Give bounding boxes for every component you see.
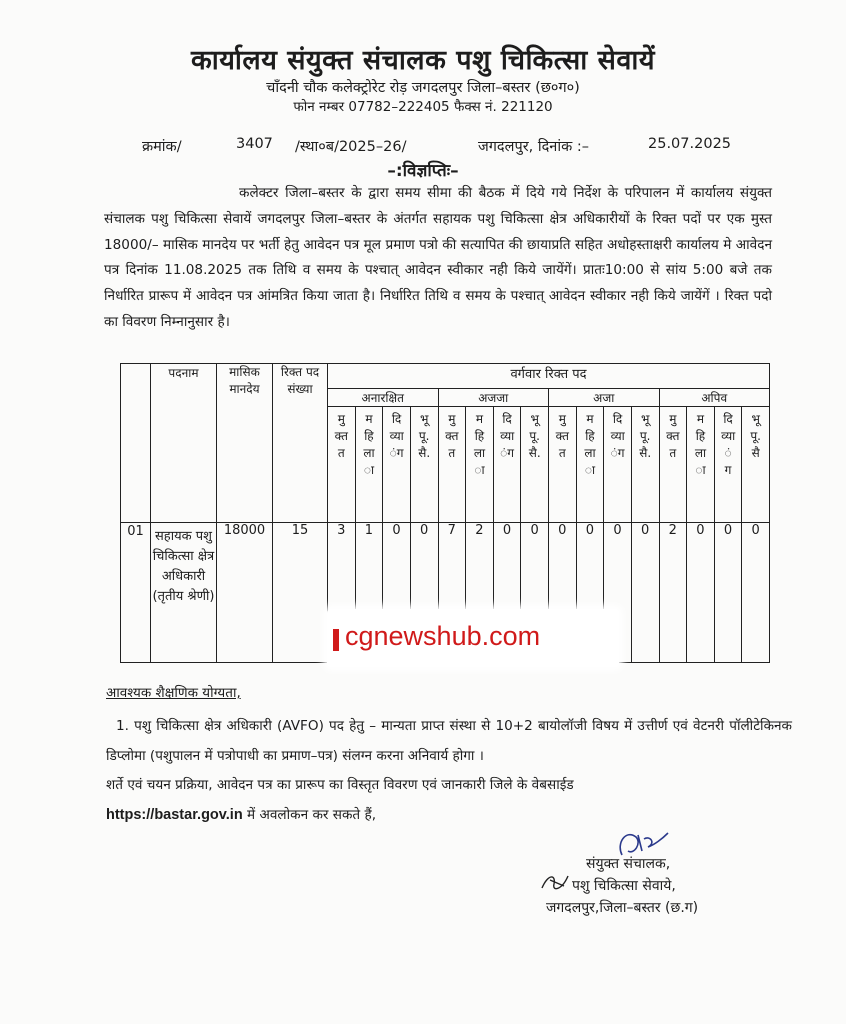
subcol-header (631, 407, 659, 523)
place-date-label: जगदलपुर, दिनांक :– (478, 139, 589, 155)
office-phone: फोन नम्बर 07782–222405 फैक्स नं. 221120 (293, 99, 553, 115)
subcol-header (521, 407, 549, 523)
signatory-location: जगदलपुर,जिला–बस्तर (छ.ग) (546, 900, 699, 916)
qualification-point-1: 1. पशु चिकित्सा क्षेत्र अधिकारी (AVFO) पद हेतु – मान्यता प्राप्त संस्था से 10+2 बायोलॉजी विषय में उत्तीर्ण एवं वेटनरी पॉलीटेकिनक डिप्लोमा (पशुपालन में पत्रोपाधी का प्रमाण–पत्र) संलग्न करना अनिवार्य होगा । (106, 718, 792, 764)
subcol-label: दि व्या ंग (500, 412, 515, 460)
signature-block (546, 853, 698, 919)
category-value-cell: 0 (576, 523, 604, 663)
group-st: अजजा (438, 389, 549, 407)
category-value-cell: 2 (659, 523, 687, 663)
subcol-header (328, 407, 356, 523)
category-value-cell: 0 (631, 523, 659, 663)
category-value-cell: 3 (328, 523, 356, 663)
subcol-label: दि व्या ं ग (721, 412, 736, 477)
category-value-cell: 1 (355, 523, 383, 663)
subcol-header (714, 407, 742, 523)
subcol-label: म हि ला ा (363, 412, 375, 477)
reference-suffix: /स्था०ब/2025–26/ (295, 139, 407, 155)
watermark-bar (333, 629, 339, 651)
terms-paragraph (106, 770, 792, 830)
subcol-label: म हि ला ा (694, 412, 707, 477)
subcol-label: भू पू. सै. (528, 412, 541, 460)
reference-number: 3407 (236, 136, 273, 152)
subcol-label: म हि ला ा (473, 412, 486, 477)
watermark-overlay (327, 609, 619, 667)
subcol-header (549, 407, 577, 523)
category-value-cell: 0 (493, 523, 521, 663)
category-value-cell: 2 (466, 523, 494, 663)
subcol-label: मु क्त त (555, 412, 569, 460)
vacancy-count-header: रिक्त पद संख्या (273, 364, 328, 523)
category-header: वर्गवार रिक्त पद (328, 364, 770, 389)
signatory-department: पशु चिकित्सा सेवाये, (572, 878, 676, 894)
category-value-cell: 0 (687, 523, 715, 663)
signatory-title: संयुक्त संचालक, (586, 856, 671, 872)
subcol-header (438, 407, 466, 523)
post-name-cell: सहायक पशु चिकित्सा क्षेत्र अधिकारी (तृतीय श्रेणी) (151, 523, 217, 663)
office-address: चाँदनी चौक कलेक्ट्रोरेट रोड़ जगदलपुर जिला–बस्तर (छ०ग०) (266, 80, 580, 96)
vacancy-cell: 15 (273, 523, 328, 663)
category-value-cell: 0 (383, 523, 411, 663)
subcol-label: भू पू. सै. (418, 412, 431, 460)
subcol-header (493, 407, 521, 523)
subcol-header (355, 407, 383, 523)
subcol-label: भू पू. सै (750, 412, 761, 460)
qualification-heading: आवश्यक शैक्षणिक योग्यता, (106, 685, 241, 701)
category-value-cell: 7 (438, 523, 466, 663)
group-sc: अजा (549, 389, 660, 407)
subcol-header (410, 407, 438, 523)
terms-end: में अवलोकन कर सकते हैं, (247, 807, 377, 823)
terms-text: शर्ते एवं चयन प्रक्रिया, आवेदन पत्र का प्रारूप का विस्तृत विवरण एवं जानकारी जिले के वेबसाईड (106, 777, 574, 793)
salary-header: मासिक मानदेय (217, 364, 273, 523)
office-title: कार्यालय संयुक्त संचालक पशु चिकित्सा सेवायें (191, 45, 655, 76)
website-link[interactable]: https://bastar.gov.in (106, 807, 243, 823)
category-value-cell: 0 (604, 523, 632, 663)
subcol-header (383, 407, 411, 523)
subcol-label: दि व्या ंग (610, 412, 625, 460)
category-value-cell: 0 (521, 523, 549, 663)
serial-cell: 01 (121, 523, 151, 663)
subcol-label: मु क्त त (334, 412, 348, 460)
category-value-cell: 0 (714, 523, 742, 663)
subcol-header (466, 407, 494, 523)
subcol-label: दि व्या ंग (389, 412, 404, 460)
subcol-label: भू पू. सै. (639, 412, 652, 460)
subcol-label: मु क्त त (666, 412, 680, 460)
notice-title: –:विज्ञप्तिः– (387, 161, 459, 181)
group-obc: अपिव (659, 389, 770, 407)
notice-date: 25.07.2025 (648, 136, 732, 152)
salary-cell: 18000 (217, 523, 273, 663)
group-unreserved: अनारक्षित (328, 389, 439, 407)
subcol-header (742, 407, 770, 523)
notice-body: कलेक्टर जिला–बस्तर के द्वारा समय सीमा की बैठक में दिये गये निर्देश के परिपालन में कार्यालय संयुक्त संचालक पशु चिकित्सा सेवायें जगदलपुर जिला–बस्तर के अंतर्गत सहायक पशु चिकित्सा क्षेत्र अधिकारीयों के रिक्त पदों पर एक मुस्त 18000/– मासिक मानदेय पर भर्ती हेतु आवेदन पत्र मूल प्रमाण पत्रो की सत्यापित की छायाप्रति सहित अधोहस्ताक्षरी कार्यालय मे आवेदन पत्र दिनांक 11.08.2025 तक तिथि व समय के पश्चात् आवेदन स्वीकार नही किये जायेंगें। प्रातः10:00 से सांय 5:00 बजे तक निर्धारित प्रारूप में आवेदन पत्र आंमत्रित किया जाता है। निर्धारित तिथि व समय के पश्चात् आवेदन स्वीकार नही किये जायेंगें । रिक्त पदो का विवरण निम्नानुसार है। (104, 185, 772, 330)
watermark-text: cgnewshub.com (345, 621, 541, 651)
kramank-label: क्रमांक/ (142, 139, 182, 155)
category-value-cell: 0 (410, 523, 438, 663)
category-value-cell: 0 (742, 523, 770, 663)
serial-header (121, 364, 151, 523)
post-header: पदनाम (151, 364, 217, 523)
subcol-label: म हि ला ा (584, 412, 596, 477)
subcol-header (659, 407, 687, 523)
subcol-header (576, 407, 604, 523)
subcol-header (687, 407, 715, 523)
category-value-cell: 0 (549, 523, 577, 663)
subcol-label: मु क्त त (445, 412, 459, 460)
subcol-header (604, 407, 632, 523)
